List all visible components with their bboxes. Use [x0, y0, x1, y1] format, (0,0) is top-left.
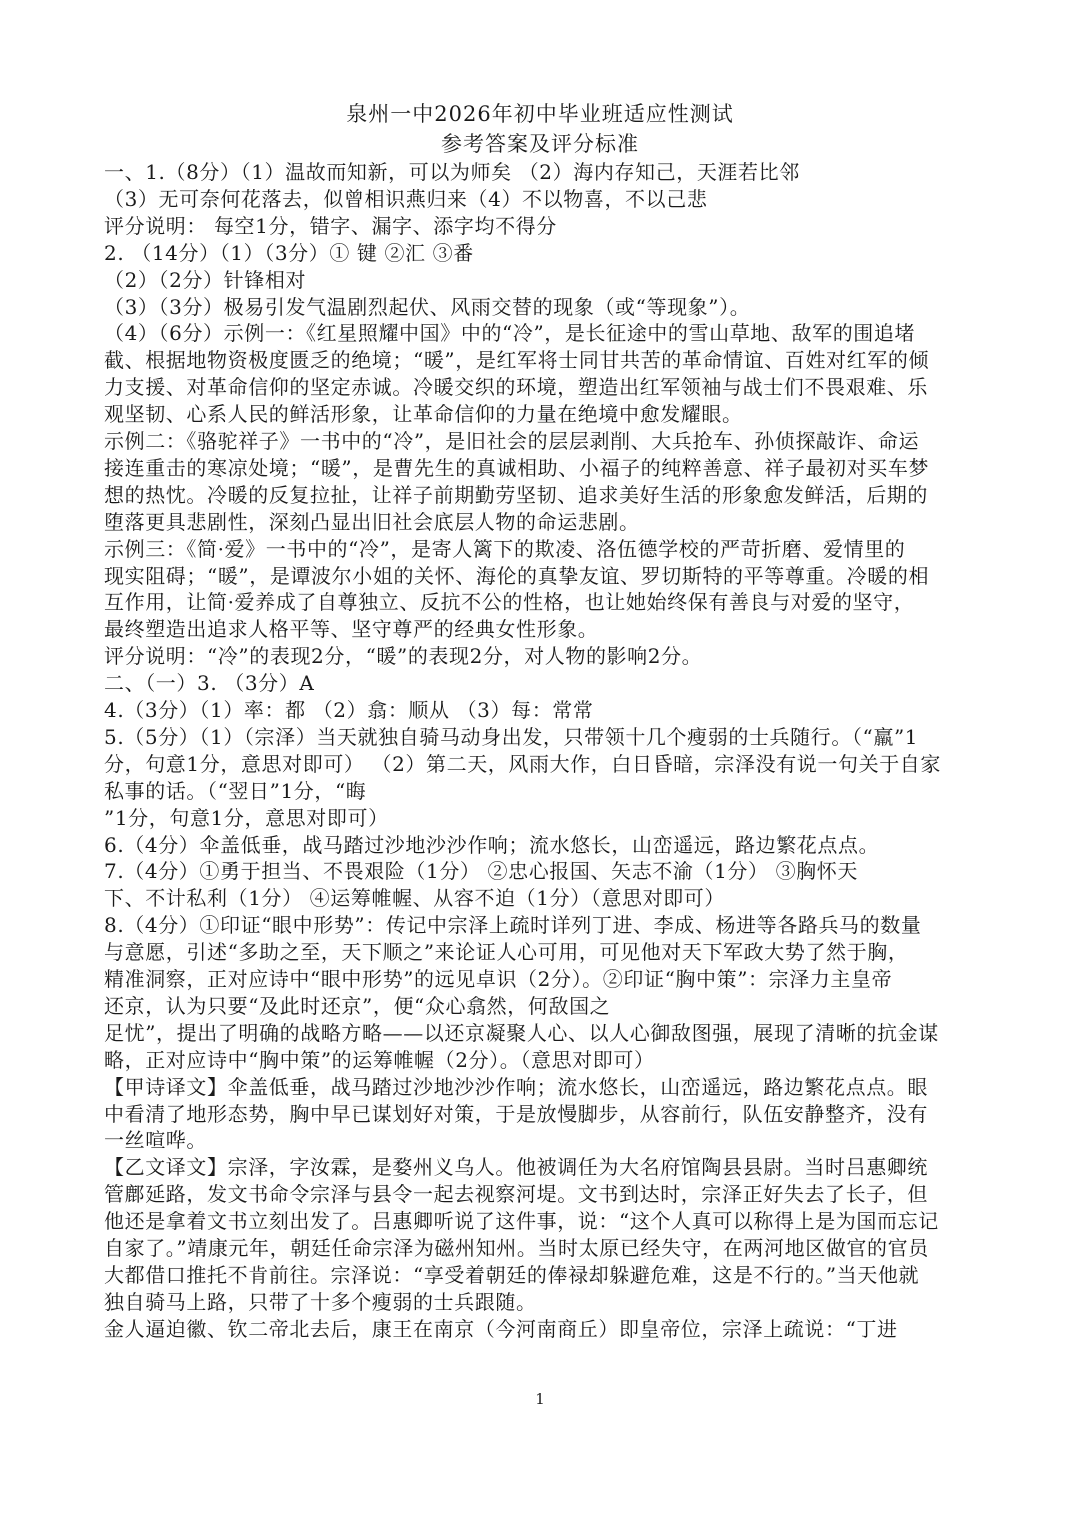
answer-line: 堕落更具悲剧性，深刻凸显出旧社会底层人物的命运悲剧。: [104, 509, 640, 534]
answer-line: ”1分，句意1分，意思对即可）: [104, 805, 389, 830]
answer-line: 4.（3分）（1）率：都 （2）翕：顺从 （3）每：常常: [104, 698, 594, 722]
answer-line: 互作用，让简·爱养成了自尊独立、反抗不公的性格，也让她始终保有善良与对爱的坚守，: [104, 590, 915, 615]
answer-line: 评分说明：“冷”的表现2分，“暖”的表现2分，对人物的影响2分。: [104, 644, 703, 669]
answer-line: 分，句意1分，意思对即可） （2）第二天，风雨大作，白日昏暗，宗泽没有说一句关于自家: [104, 751, 942, 776]
answer-line: 独自骑马上路，只带了十多个瘦弱的士兵跟随。: [104, 1289, 537, 1314]
answer-line: 现实阻碍；“暖”，是谭波尔小姐的关怀、海伦的真挚友谊、罗切斯特的平等尊重。冷暖的相: [104, 563, 930, 588]
answer-line: 与意愿，引述“多助之至，天下顺之”来论证人心可用，可见他对天下军政大势了然于胸，: [104, 940, 909, 965]
answer-line: 最终塑造出追求人格平等、坚守尊严的经典女性形象。: [104, 617, 599, 642]
answer-line: 略，正对应诗中“胸中策”的运筹帷幄（2分）。（意思对即可）: [104, 1047, 655, 1072]
answer-line: 下、不计私利（1分） ④运筹帷幄、从容不迫（1分）（意思对即可）: [104, 886, 726, 911]
answer-line: 5.（5分）（1）（宗泽）当天就独自骑马动身出发，只带领十几个瘦弱的士兵随行。（“羸”1: [104, 724, 919, 749]
answer-line: （3）（3分）极易引发气温剧烈起伏、风雨交替的现象（或“等现象”）。: [104, 294, 751, 319]
answer-line: 【甲诗译文】伞盖低垂，战马踏过沙地沙沙作响；流水悠长，山峦遥远，路边繁花点点。眼: [104, 1074, 928, 1099]
answer-line: 2. （14分）（1）（3分）① 键 ②汇 ③番: [104, 240, 474, 265]
answer-line: 私事的话。（“翌日”1分，“晦: [104, 778, 367, 803]
answer-line: （3）无可奈何花落去，似曾相识燕归来（4）不以物喜，不以己悲: [104, 186, 708, 211]
answer-line: 管鄜延路，发文书命令宗泽与县令一起去视察河堤。文书到达时，宗泽正好失去了长子，但: [104, 1182, 928, 1207]
answer-line: 他还是拿着文书立刻出发了。吕惠卿听说了这件事，说：“这个人真可以称得上是为国而忘记: [104, 1209, 939, 1234]
answer-line: 一丝喧哗。: [104, 1128, 207, 1153]
answer-line: 大都借口推托不肯前往。宗泽说：“享受着朝廷的俸禄却躲避危难，这是不行的。”当天他就: [104, 1262, 920, 1287]
answer-line: 力支援、对革命信仰的坚定赤诚。冷暖交织的环境，塑造出红军领袖与战士们不畏艰难、乐: [104, 375, 928, 400]
answer-line: 评分说明： 每空1分，错字、漏字、添字均不得分: [104, 213, 557, 238]
answer-line: 中看清了地形态势，胸中早已谋划好对策，于是放慢脚步，从容前行，队伍安静整齐，没有: [104, 1101, 928, 1126]
answer-line: 示例二：《骆驼祥子》一书中的“冷”，是旧社会的层层剥削、大兵抢车、孙侦探敲诈、命运: [104, 429, 920, 453]
answer-line: 8.（4分）①印证“眼中形势”：传记中宗泽上疏时详列丁进、李成、杨进等各路兵马的数量: [104, 913, 922, 938]
answer-line: 足忧”，提出了明确的战略方略——以还京凝聚人心、以人心御敌图强，展现了清晰的抗金谋: [104, 1020, 939, 1045]
answer-line: 示例三：《简·爱》一书中的“冷”，是寄人篱下的欺凌、洛伍德学校的严苛折磨、爱情里的: [104, 536, 906, 561]
answer-line: 观坚韧、心系人民的鲜活形象，让革命信仰的力量在绝境中愈发耀眼。: [104, 402, 743, 427]
answer-line: 想的热忱。冷暖的反复拉扯，让祥子前期勤劳坚韧、追求美好生活的形象愈发鲜活，后期的: [104, 482, 928, 507]
answer-line: 6.（4分）伞盖低垂，战马踏过沙地沙沙作响；流水悠长，山峦遥远，路边繁花点点。: [104, 832, 880, 857]
document-title: 泉州一中2026年初中毕业班适应性测试: [346, 102, 734, 126]
answer-line: （2）（2分）针锋相对: [104, 267, 307, 292]
document-subtitle: 参考答案及评分标准: [441, 132, 639, 156]
answer-line: 截、根据地物资极度匮乏的绝境；“暖”，是红军将士同甘共苦的革命情谊、百姓对红军的倾: [104, 348, 930, 373]
answer-line: （4）（6分）示例一：《红星照耀中国》中的“冷”，是长征途中的雪山草地、敌军的围追堵: [104, 321, 916, 346]
answer-line: 自家了。”靖康元年，朝廷任命宗泽为磁州知州。当时太原已经失守，在两河地区做官的官员: [104, 1236, 929, 1260]
answer-line: 一、1.（8分）（1）温故而知新，可以为师矣 （2）海内存知己，天涯若比邻: [104, 160, 800, 184]
answer-line: 【乙文译文】宗泽，字汝霖，是婺州义乌人。他被调任为大名府馆陶县县尉。当时吕惠卿统: [104, 1155, 928, 1180]
answer-line: 精准洞察，正对应诗中“眼中形势”的远见卓识（2分）。②印证“胸中策”：宗泽力主皇帝: [104, 967, 893, 991]
answer-line: 还京，认为只要“及此时还京”，便“众心翕然，何敌国之: [104, 993, 611, 1018]
answer-line: 7.（4分）①勇于担当、不畏艰险（1分） ②忠心报国、矢志不渝（1分） ③胸怀天: [104, 859, 858, 884]
answer-line: 接连重击的寒凉处境；“暖”，是曹先生的真诚相助、小福子的纯粹善意、祥子最初对买车梦: [104, 455, 930, 480]
answer-line: 二、（一）3. （3分）A: [104, 671, 315, 696]
page-number: 1: [535, 1390, 545, 1408]
answer-line: 金人逼迫徽、钦二帝北去后，康王在南京（今河南商丘）即皇帝位，宗泽上疏说：“丁进: [104, 1316, 898, 1341]
